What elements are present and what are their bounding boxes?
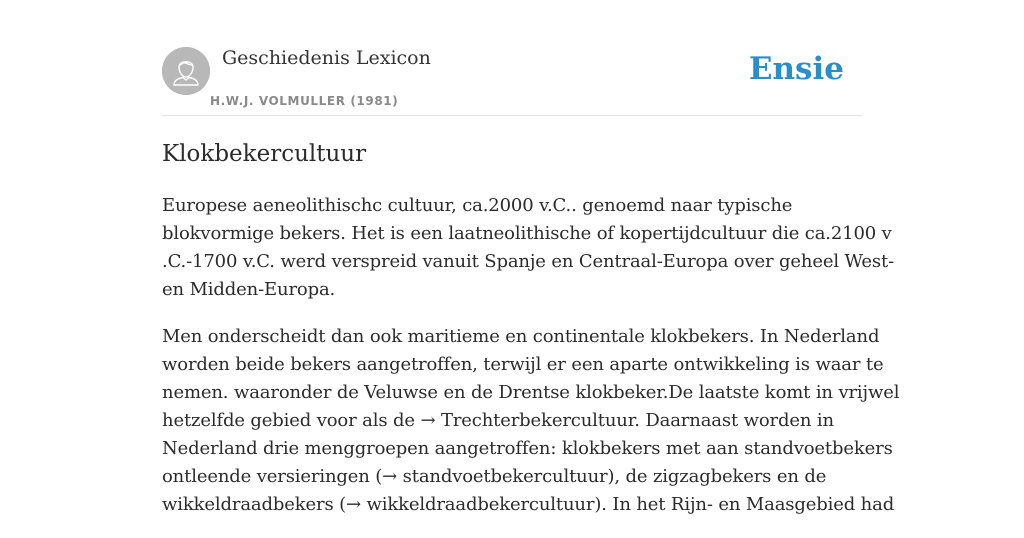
user-icon[interactable]	[162, 47, 210, 95]
text-line	[162, 491, 895, 519]
page-header	[162, 0, 862, 116]
text-segment: . Daarnaast worden in	[634, 410, 834, 431]
link-trechterbekercultuur[interactable]: → Trechterbekercultuur	[420, 410, 635, 431]
text-segment: ontleende versieringen (	[162, 466, 383, 487]
link-standvoetbekercultuur[interactable]: → standvoetbekercultuur	[382, 466, 608, 487]
text-segment: hetzelfde gebied voor als de	[162, 410, 421, 431]
text-line: .C.-1700 v.C. werd verspreid vanuit Spanje en Centraal-Europa over geheel West-	[162, 251, 894, 272]
text-segment: wikkeldraadbekers (	[162, 494, 346, 515]
book-author: H.W.J. VOLMULLER (1981)	[210, 94, 399, 108]
text-line	[162, 407, 862, 435]
text-segment: ), de zigzagbekers en de	[607, 466, 827, 487]
article-title: Klokbekercultuur	[162, 141, 367, 167]
text-line: Men onderscheidt dan ook maritieme en continentale klokbekers. In Nederland	[162, 326, 880, 347]
link-wikkeldraadbekercultuur[interactable]: → wikkeldraadbekercultuur	[345, 494, 595, 515]
article-body	[162, 192, 900, 538]
text-segment: ). In het Rijn- en Maasgebied had	[594, 494, 895, 515]
text-line: nemen. waaronder de Veluwse en de Drentse klokbeker.De laatste komt in vrijwel	[162, 382, 900, 403]
page-container	[162, 0, 900, 515]
book-title[interactable]: Geschiedenis Lexicon	[222, 47, 431, 69]
paragraph-2	[162, 323, 900, 519]
brand-logo[interactable]: Ensie	[748, 51, 844, 87]
text-line: Europese aeneolithischc cultuur, ca.2000 v.C.. genoemd naar typische	[162, 195, 793, 216]
text-line: worden beide bekers aangetroffen, terwijl er een aparte ontwikkeling is waar te	[162, 354, 884, 375]
text-line: blokvormige bekers. Het is een laatneolithische of kopertijdcultuur die ca.2100 v	[162, 223, 892, 244]
paragraph-1	[162, 192, 894, 304]
text-line: en Midden-Europa.	[162, 279, 336, 300]
text-line: Nederland drie menggroepen aangetroffen: klokbekers met aan standvoetbekers	[162, 438, 893, 459]
text-line	[162, 463, 862, 491]
